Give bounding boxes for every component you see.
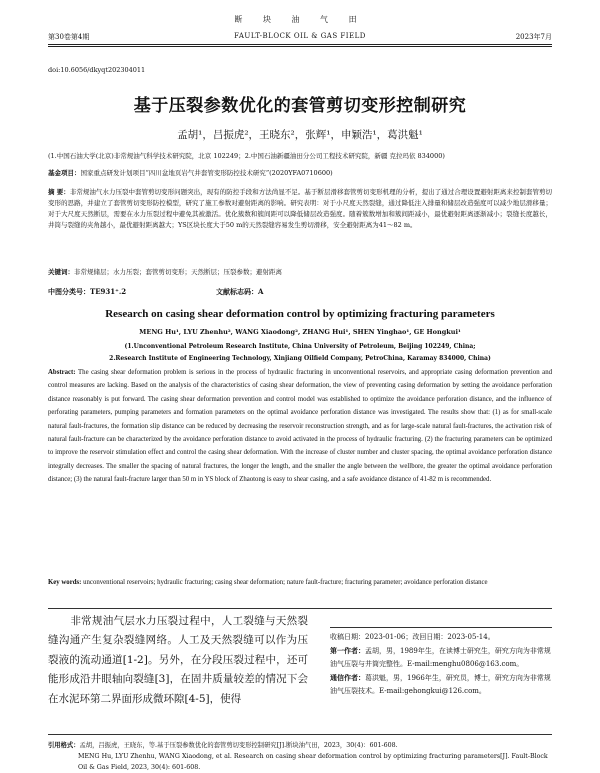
corresponding-author-label: 通信作者： bbox=[330, 673, 365, 682]
document-code: 文献标志码：A bbox=[216, 287, 264, 296]
funding-cn bbox=[48, 168, 552, 177]
affiliations-en bbox=[48, 341, 552, 365]
intro-text: 非常规油气层水力压裂过程中，人工裂缝与天然裂缝沟通产生复杂裂缝网络。人工及天然裂缝可以作为压裂液的流动通道[1-2]。另外，在分段压裂过程中，还可能形成沿井眼轴向裂缝[3]，在固井质量较差的情况下会在水泥环第二界面形成微环隙[4-5]，使得 bbox=[48, 615, 308, 705]
affiliation-en-2: 2.Research Institute of Engineering Technology, Xinjiang Oilfield Company, PetroChina, Karamay 834000, China) bbox=[109, 355, 491, 362]
abstract-en-text: The casing shear deformation problem is serious in the process of hydraulic fracturing in unconventional reservoirs, and appropriate casing deformation prevention and control measures are lacking. Based on the analysis of the characteristics of casing shear deformation, the view of preventing casing deformation by setting the avoidance perforation distance reasonably is put forward. The casing shear deformation prevention and control model was established to optimize the avoidance perforation distance, and the influence of perforating parameters, pumping parameters and formation parameters on the optimal avoidance perforation distance was investigated. The results show that: (1) as for small-scale natural fault-fractures, the formation slip distance can be reduced by decreasing the reservoir reconstruction strength, and as for large-scale natural fault-fractures, the activation risk of natural fault-fracture can be characterized by the avoidance perforation distance to avoid activated in the process of hydraulic fracturing. (2) the fracturing parameters can be optimized to improve the reservoir stimulation effect and control the casing shear deformation. With the increase of cluster number and cluster spacing, the optimal avoidance perforation distance integrally decreases. The smaller the spacing of natural fractures, the longer the length, and the smaller the angle between the wellbore, the greater the optimal avoidance perforation distance; (3) the natural fault-fracture larger than 50 m in YS block of Zhaotong is easy to shear casing, and a safe avoidance distance of 41-82 m is recommended. bbox=[48, 369, 552, 484]
doi: doi:10.6056/dkyqt202304011 bbox=[48, 66, 146, 74]
journal-name-en: FAULT-BLOCK OIL & GAS FIELD bbox=[234, 32, 366, 40]
corresponding-author-info bbox=[330, 671, 552, 698]
title-en: Research on casing shear deformation control by optimizing fracturing parameters bbox=[105, 308, 495, 320]
header-rule-2 bbox=[48, 46, 552, 47]
abstract-cn-text: 非常规油气水力压裂中套管剪切变形问题突出，现有的防控手段和方法尚显不足。基于断层滑移套管剪切变形机理的分析，提出了通过合理设置避射距离来控制套管剪切变形的思路，并建立了套管剪切变形防控模型，研究了施工参数对避射距离的影响。研究表明：对于小尺度天然裂缝，通过降低注入排量和储层改造强度可以减少地层滑移量；对于大尺度天然断层，需要在水力压裂过程中避免其被激活。优化簇数和簇间距可以降低储层改造强度。随着簇数增加和簇间距减小，最优避射距离逐渐减小；裂缝长度越长，井筒与裂缝的夹角越小，最优避射距离越大；YS区块长度大于50 m的天然裂缝容易发生剪切滑移，安全避射距离为41～82 m。 bbox=[48, 188, 552, 230]
authors-en: MENG Hu¹, LYU Zhenhu², WANG Xiaodong², ZHANG Hui¹, SHEN Yinghao¹, GE Hongkui¹ bbox=[139, 328, 461, 336]
keywords-cn-text: 非常规储层；水力压裂；套管剪切变形；天然断层；压裂参数；避射距离 bbox=[74, 268, 282, 276]
keywords-en-label: Key words: bbox=[48, 579, 82, 586]
first-author-info bbox=[330, 644, 552, 671]
corresponding-author-text: 葛洪魁，男，1966年生，研究员，博士，研究方向为非常规油气压裂技术。E-mail:gehongkui@126.com。 bbox=[330, 674, 551, 695]
article-info-box bbox=[330, 631, 552, 698]
volume-issue: 第30卷第4期 bbox=[48, 33, 90, 41]
affiliations-cn: (1.中国石油大学(北京)非常规油气科学技术研究院，北京 102249；2.中国石油新疆油田分公司工程技术研究院，新疆 克拉玛依 834000) bbox=[48, 152, 445, 160]
authors-cn: 孟胡¹，吕振虎²，王晓东²，张辉¹，申颖浩¹，葛洪魁¹ bbox=[177, 129, 423, 141]
first-author-text: 孟胡，男，1989年生，在读博士研究生，研究方向为非常规油气压裂与井筒完整性。E-mail:menghu0806@163.com。 bbox=[330, 647, 551, 668]
abstract-en-label: Abstract: bbox=[48, 369, 76, 376]
affiliation-en-1: (1.Unconventional Petroleum Research Institute, China University of Petroleum, Beijing 102249, China; bbox=[124, 343, 476, 350]
funding-text: 国家重点研发计划项目“四川盆地页岩气井套管变形防控技术研究”(2020YFA0710600) bbox=[80, 169, 333, 177]
section-divider bbox=[48, 608, 552, 609]
funding-label: 基金项目： bbox=[48, 169, 81, 177]
citation-cn: 孟胡，吕振虎，王晓东，等.基于压裂参数优化的套管剪切变形控制研究[J].断块油气田，2023，30(4)：601-608. bbox=[79, 742, 398, 749]
keywords-cn bbox=[48, 267, 552, 276]
clc-number: 中图分类号：TE931⁺.2 bbox=[48, 287, 127, 296]
keywords-cn-label: 关键词： bbox=[48, 268, 74, 276]
citation-rule bbox=[48, 734, 552, 735]
keywords-en-text: unconventional reservoirs; hydraulic fracturing; casing shear deformation; nature fault-fracture; fracturing parameter; avoidance perforation distance bbox=[83, 579, 488, 586]
sidebox-rule bbox=[330, 627, 552, 628]
citation-block bbox=[48, 740, 552, 773]
title-cn: 基于压裂参数优化的套管剪切变形控制研究 bbox=[133, 96, 467, 116]
keywords-en bbox=[48, 576, 552, 589]
abstract-en bbox=[48, 366, 552, 487]
received-dates: 收稿日期：2023-01-06；改回日期：2023-05-14。 bbox=[330, 633, 495, 641]
first-author-label: 第一作者： bbox=[330, 646, 365, 655]
journal-name-cn: 断 块 油 气 田 bbox=[234, 15, 366, 24]
issue-date: 2023年7月 bbox=[515, 33, 552, 41]
abstract-cn bbox=[48, 187, 552, 231]
abstract-cn-label: 摘 要： bbox=[48, 188, 70, 196]
citation-en: MENG Hu, LYU Zhenhu, WANG Xiaodong, et al. Research on casing shear deformation control by optimizing fracturing parameters[J]. Fault-Block Oil & Gas Field, 2023, 30(4): 601-608. bbox=[78, 753, 548, 771]
citation-label: 引用格式： bbox=[48, 742, 80, 749]
classification-row bbox=[48, 287, 552, 297]
header-rule-1 bbox=[48, 44, 552, 45]
intro-paragraph bbox=[48, 612, 308, 709]
